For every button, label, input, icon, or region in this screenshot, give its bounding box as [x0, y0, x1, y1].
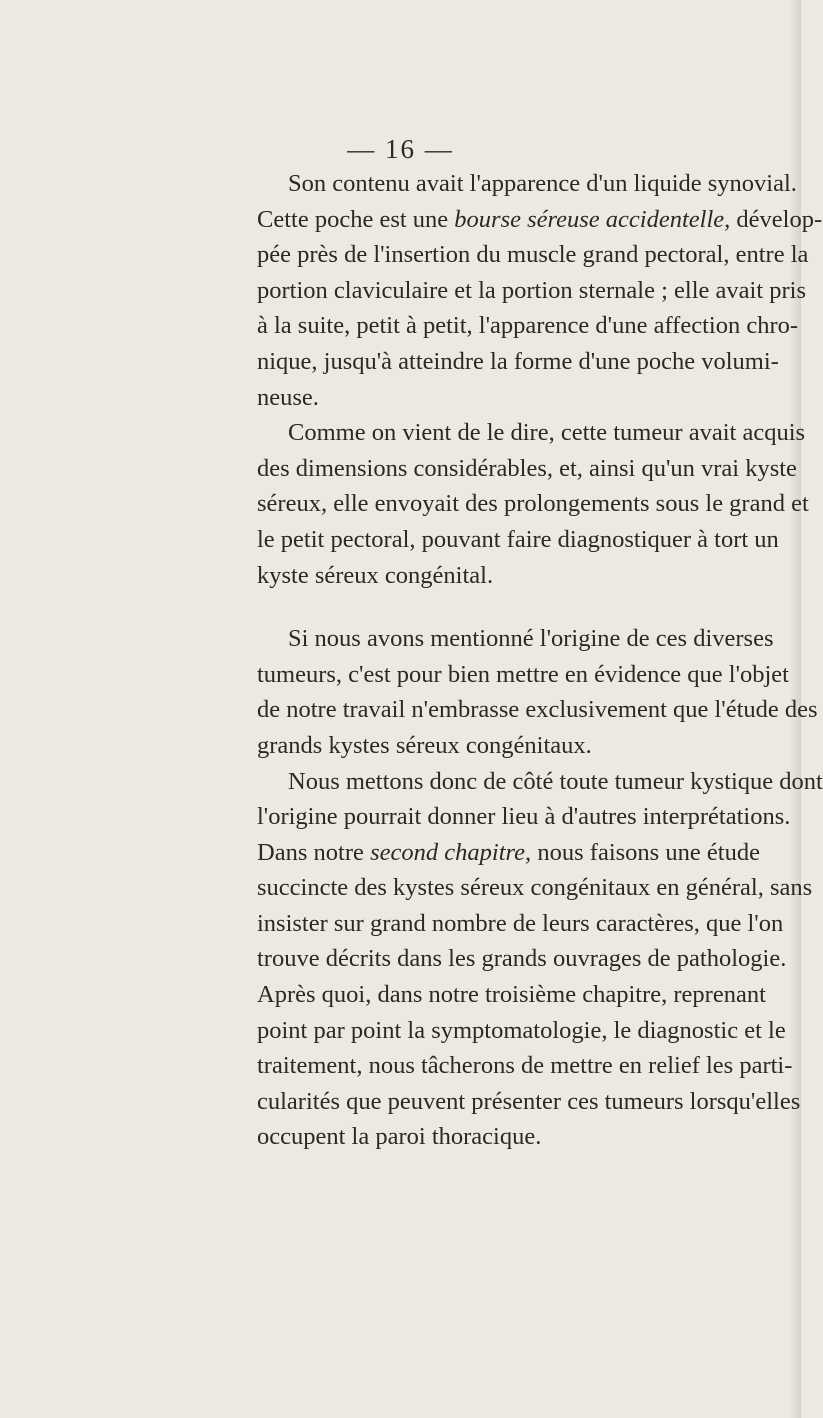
- text-line: [257, 977, 766, 1013]
- body-text: [257, 166, 823, 1155]
- text-line: [257, 451, 797, 487]
- text-run: séreux, elle envoyait des prolongements sous le grand et: [257, 490, 809, 518]
- text-run: Cette poche est une: [257, 205, 455, 233]
- text-line: [257, 906, 784, 942]
- text-run: Après quoi, dans notre troisième chapitre, reprenant: [257, 981, 766, 1009]
- text-line: [257, 728, 760, 764]
- text-line: [257, 1084, 801, 1120]
- text-line: [257, 621, 774, 657]
- text-run: neuse.: [257, 383, 319, 411]
- text-line: [257, 202, 823, 238]
- text-run: dévelop-: [730, 205, 823, 233]
- text-line: [257, 486, 809, 522]
- italic-text-run: second chapitre,: [370, 838, 532, 866]
- text-run: le petit pectoral, pouvant faire diagnostiquer à tort un: [257, 525, 779, 553]
- text-run: Comme on vient de le dire, cette tumeur avait acquis: [288, 419, 806, 447]
- text-line: [257, 308, 799, 344]
- text-run: l'origine pourrait donner lieu à d'autres interprétations.: [257, 803, 791, 831]
- paragraph: [257, 764, 823, 1156]
- text-line: [257, 870, 813, 906]
- text-run: insister sur grand nombre de leurs caractères, que l'on: [257, 909, 784, 937]
- text-run: trouve décrits dans les grands ouvrages de pathologie.: [257, 945, 787, 973]
- paragraph: [257, 415, 809, 593]
- text-line: [257, 1119, 760, 1155]
- text-line: [257, 799, 791, 835]
- text-line: [257, 237, 809, 273]
- text-line: [257, 522, 779, 558]
- text-run: point par point la symptomatologie, le diagnostic et le: [257, 1016, 786, 1044]
- text-run: de notre travail n'embrasse exclusivement que l'étude des: [257, 696, 818, 724]
- text-run: kyste séreux congénital.: [257, 561, 494, 589]
- text-run: Son contenu avait l'apparence d'un liquide synovial.: [288, 170, 797, 197]
- text-line: [257, 1048, 793, 1084]
- italic-text-run: bourse séreuse accidentelle,: [454, 205, 731, 233]
- text-run: pée près de l'insertion du muscle grand pectoral, entre la: [257, 241, 809, 269]
- text-run: à la suite, petit à petit, l'apparence d'une affection chro-: [257, 312, 799, 340]
- text-run: traitement, nous tâcherons de mettre en relief les parti-: [257, 1052, 793, 1080]
- paragraph: [257, 166, 823, 415]
- page-number: — 16 —: [347, 134, 454, 164]
- text-run: cularités que peuvent présenter ces tumeurs lorsqu'elles: [257, 1087, 801, 1115]
- text-run: occupent la paroi thoracique.: [257, 1123, 542, 1151]
- text-line: [257, 692, 818, 728]
- text-line: [257, 166, 797, 202]
- text-run: portion claviculaire et la portion sternale ; elle avait pris: [257, 276, 807, 304]
- text-line: [257, 657, 789, 693]
- text-line: [257, 941, 787, 977]
- text-run: tumeurs, c'est pour bien mettre en évidence que l'objet: [257, 660, 789, 688]
- text-run: succincte des kystes séreux congénitaux en général, sans: [257, 874, 813, 902]
- text-run: Dans notre: [257, 838, 371, 866]
- text-line: [257, 344, 779, 380]
- text-line: [257, 273, 807, 309]
- text-run: nous faisons une étude: [531, 838, 760, 866]
- paragraph: [257, 621, 818, 763]
- text-line: [257, 415, 806, 451]
- text-run: des dimensions considérables, et, ainsi qu'un vrai kyste: [257, 454, 797, 482]
- text-line: [257, 380, 760, 416]
- text-line: [257, 1013, 786, 1049]
- text-line: [257, 835, 760, 871]
- text-line: [257, 558, 760, 594]
- text-run: Si nous avons mentionné l'origine de ces diverses: [288, 625, 774, 653]
- text-line: [257, 764, 823, 800]
- text-run: grands kystes séreux congénitaux.: [257, 731, 592, 759]
- text-run: Nous mettons donc de côté toute tumeur kystique dont: [288, 767, 823, 795]
- text-run: nique, jusqu'à atteindre la forme d'une poche volumi-: [257, 347, 779, 375]
